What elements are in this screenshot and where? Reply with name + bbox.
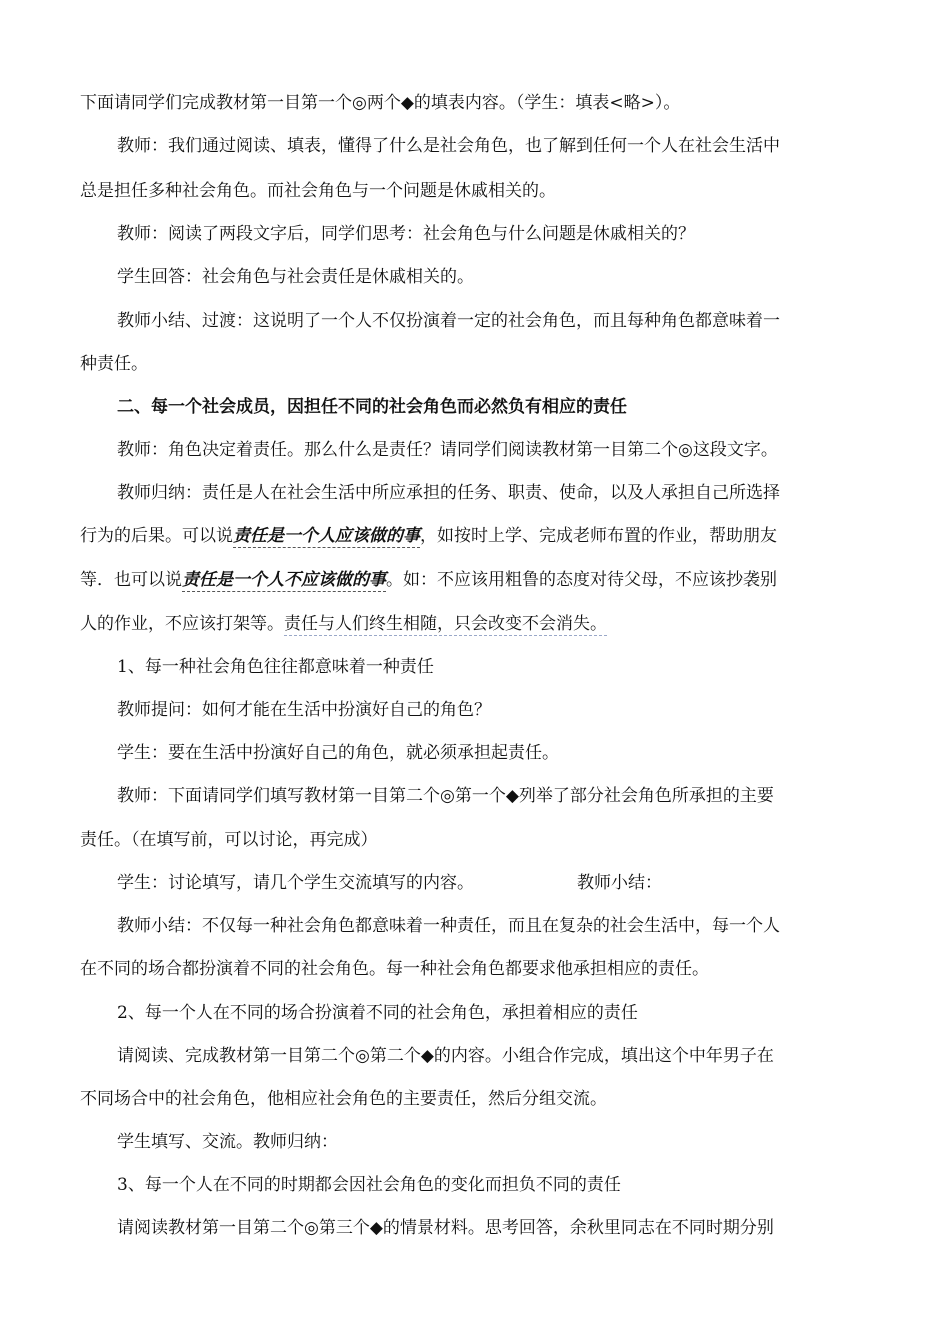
paragraph: 教师归纳：责任是人在社会生活中所应承担的任务、职责、使命，以及人承担自己所选择 [117,483,780,503]
underlined-text: 责任与人们终生相随，只会改变不会消失。 [284,614,607,634]
paragraph: 教师：下面请同学们填写教材第一目第二个◎第一个◆列举了部分社会角色所承担的主要 [117,786,774,806]
text-run: ，如按时上学、完成老师布置的作业，帮助朋友 [420,526,777,546]
paragraph: 种责任。 [80,354,148,374]
text-run: 人的作业，不应该打架等。 [80,614,284,634]
paragraph: 总是担任多种社会角色。而社会角色与一个问题是休戚相关的。 [80,181,556,201]
subheading: 3、每一个人在不同的时期都会因社会角色的变化而担负不同的责任 [117,1175,621,1195]
text-run: 。如：不应该用粗鲁的态度对待父母，不应该抄袭别 [386,570,777,590]
text-run: 等．也可以说 [80,570,182,590]
paragraph: 请阅读教材第一目第二个◎第三个◆的情景材料。思考回答，余秋里同志在不同时期分别 [117,1218,774,1238]
paragraph: 责任。（在填写前，可以讨论，再完成） [80,830,378,850]
subheading: 2、每一个人在不同的场合扮演着不同的社会角色，承担着相应的责任 [117,1003,638,1023]
text-run: 行为的后果。可以说 [80,526,233,546]
paragraph: 教师：我们通过阅读、填表，懂得了什么是社会角色，也了解到任何一个人在社会生活中 [117,136,780,156]
paragraph-inline: 教师小结： [577,873,662,893]
paragraph: 教师小结：不仅每一种社会角色都意味着一种责任，而且在复杂的社会生活中，每一个人 [117,916,780,936]
paragraph: 教师提问：如何才能在生活中扮演好自己的角色？ [117,700,491,720]
paragraph: 学生：讨论填写，请几个学生交流填写的内容。 [117,873,474,893]
subheading: 1、每一种社会角色往往都意味着一种责任 [117,657,434,677]
emphasis-text: 责任是一个人不应该做的事 [182,570,386,590]
paragraph-with-dashed-underline [80,612,607,636]
paragraph-with-emphasis [80,568,777,592]
paragraph: 教师小结、过渡：这说明了一个人不仅扮演着一定的社会角色，而且每种角色都意味着一 [117,311,780,331]
emphasis-text: 责任是一个人应该做的事 [233,526,420,546]
paragraph: 下面请同学们完成教材第一目第一个◎两个◆的填表内容。（学生：填表<略>）。 [80,93,681,113]
paragraph: 学生：要在生活中扮演好自己的角色，就必须承担起责任。 [117,743,559,763]
section-heading: 二、每一个社会成员，因担任不同的社会角色而必然负有相应的责任 [117,397,627,417]
paragraph: 学生填写、交流。教师归纳： [117,1132,338,1152]
paragraph: 教师：阅读了两段文字后，同学们思考：社会角色与什么问题是休戚相关的？ [117,224,695,244]
paragraph: 教师：角色决定着责任。那么什么是责任？请同学们阅读教材第一目第二个◎这段文字。 [117,440,778,460]
paragraph-with-emphasis [80,524,777,548]
paragraph: 请阅读、完成教材第一目第二个◎第二个◆的内容。小组合作完成，填出这个中年男子在 [117,1046,774,1066]
paragraph: 不同场合中的社会角色，他相应社会角色的主要责任，然后分组交流。 [80,1089,607,1109]
paragraph: 在不同的场合都扮演着不同的社会角色。每一种社会角色都要求他承担相应的责任。 [80,959,709,979]
paragraph: 学生回答：社会角色与社会责任是休戚相关的。 [117,267,474,287]
